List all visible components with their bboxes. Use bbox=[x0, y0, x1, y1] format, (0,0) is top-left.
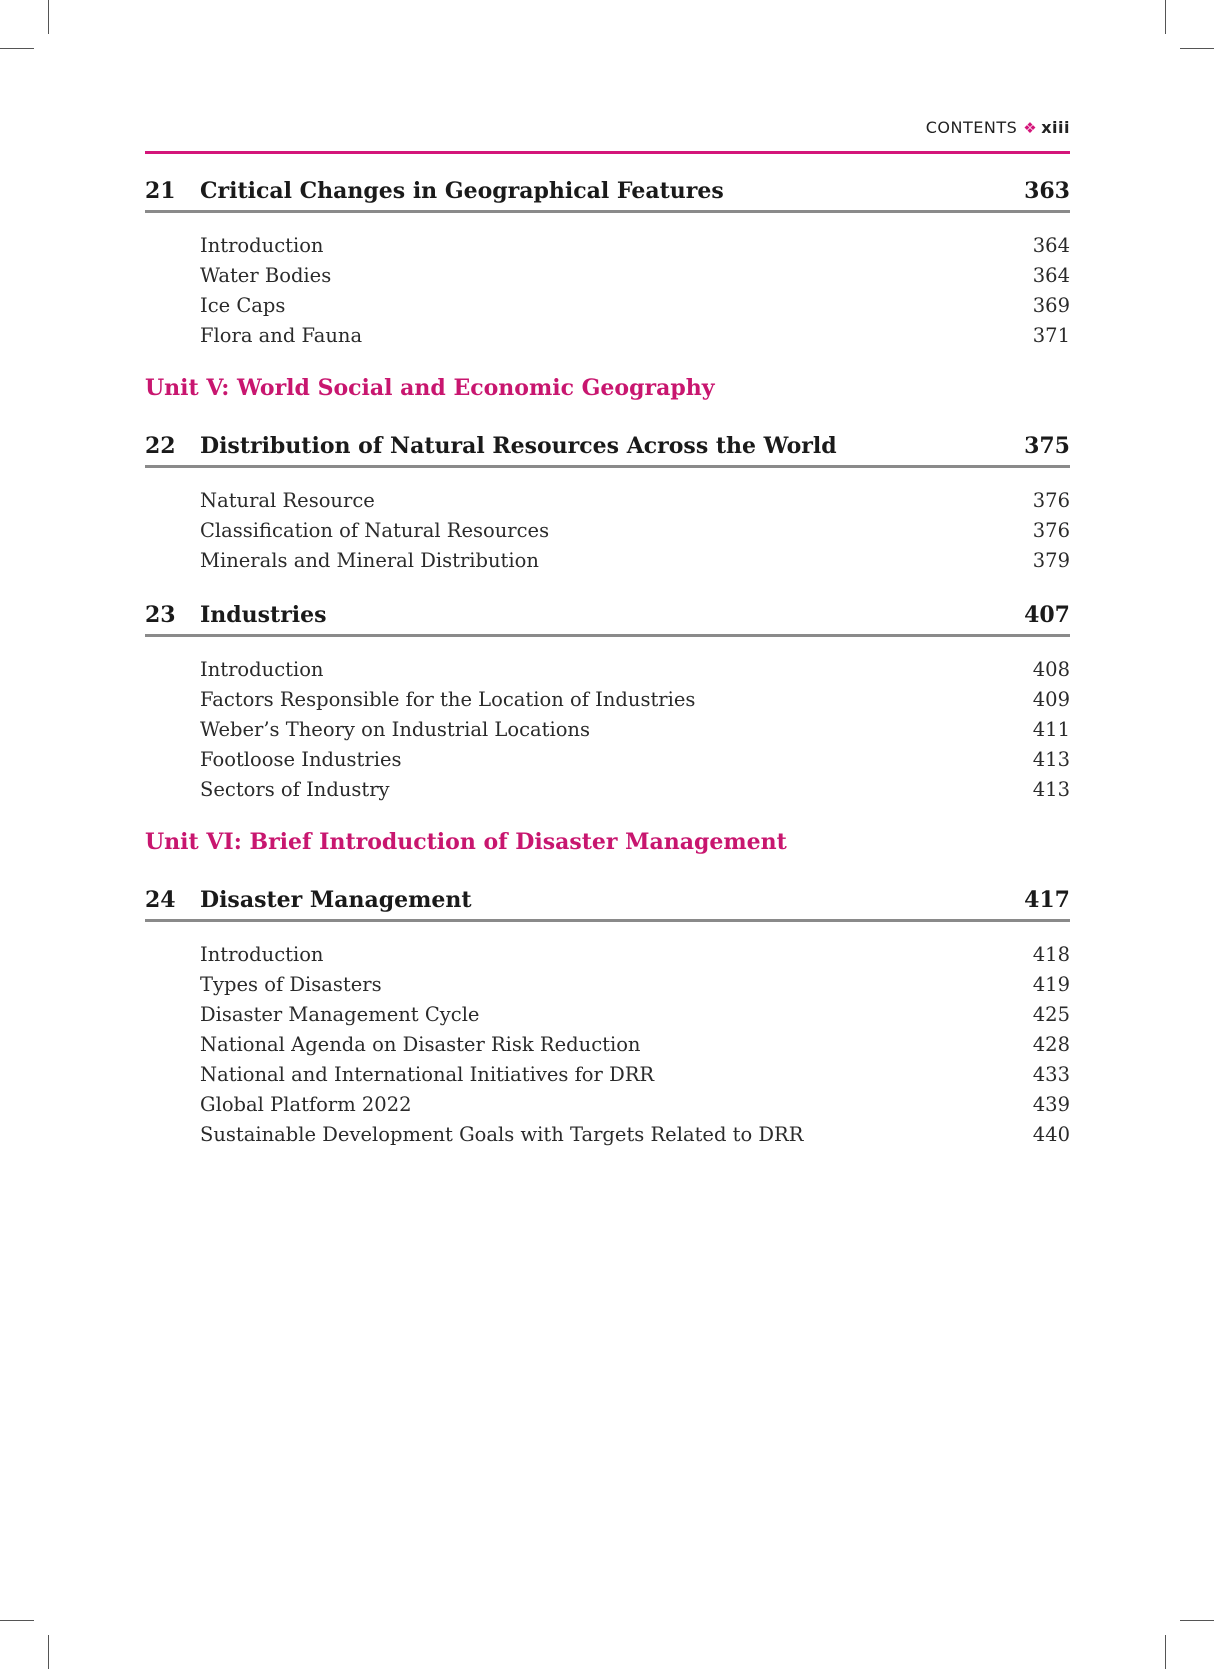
entry-page: 408 bbox=[1032, 658, 1070, 681]
toc-entry[interactable] bbox=[145, 1120, 1070, 1150]
entry-page: 376 bbox=[1032, 489, 1070, 512]
toc-entry[interactable] bbox=[145, 745, 1070, 775]
entry-title: Water Bodies bbox=[200, 264, 332, 287]
chapter-title: Distribution of Natural Resources Across the World bbox=[200, 433, 837, 459]
entry-title: Classification of Natural Resources bbox=[200, 519, 550, 542]
unit-heading: Unit VI: Brief Introduction of Disaster Management bbox=[145, 829, 787, 855]
crop-mark bbox=[0, 1620, 34, 1621]
chapter-number: 23 bbox=[145, 602, 176, 628]
toc-entry[interactable] bbox=[145, 291, 1070, 321]
entry-title: Introduction bbox=[200, 234, 324, 257]
entry-title: Introduction bbox=[200, 943, 324, 966]
entry-page: 369 bbox=[1032, 294, 1070, 317]
entry-title: Ice Caps bbox=[200, 294, 286, 317]
chapter-number: 22 bbox=[145, 433, 176, 459]
chapter-heading[interactable] bbox=[145, 602, 1070, 637]
entry-title: Weber’s Theory on Industrial Locations bbox=[200, 718, 590, 741]
toc-entry[interactable] bbox=[145, 970, 1070, 1000]
toc-entry[interactable] bbox=[145, 715, 1070, 745]
table-of-contents bbox=[145, 178, 1070, 1176]
toc-entry[interactable] bbox=[145, 516, 1070, 546]
running-head bbox=[145, 118, 1070, 137]
chapter-block bbox=[145, 887, 1070, 1150]
chapter-number: 21 bbox=[145, 178, 176, 204]
entry-page: 418 bbox=[1032, 943, 1070, 966]
toc-entry[interactable] bbox=[145, 321, 1070, 351]
toc-entry[interactable] bbox=[145, 1030, 1070, 1060]
entry-list bbox=[145, 486, 1070, 576]
entry-page: 413 bbox=[1032, 778, 1070, 801]
entry-title: Footloose Industries bbox=[200, 748, 402, 771]
crop-mark bbox=[48, 0, 49, 34]
chapter-page: 407 bbox=[1024, 602, 1070, 628]
entry-page: 428 bbox=[1032, 1033, 1070, 1056]
chapter-heading[interactable] bbox=[145, 433, 1070, 468]
crop-mark bbox=[0, 48, 34, 49]
entry-page: 376 bbox=[1032, 519, 1070, 542]
entry-page: 439 bbox=[1032, 1093, 1070, 1116]
toc-entry[interactable] bbox=[145, 775, 1070, 805]
chapter-page: 417 bbox=[1024, 887, 1070, 913]
entry-list bbox=[145, 231, 1070, 351]
chapter-number: 24 bbox=[145, 887, 176, 913]
unit-heading: Unit V: World Social and Economic Geography bbox=[145, 375, 715, 401]
entry-title: Disaster Management Cycle bbox=[200, 1003, 480, 1026]
entry-title: Introduction bbox=[200, 658, 324, 681]
running-head-label: CONTENTS bbox=[925, 118, 1018, 137]
entry-page: 364 bbox=[1032, 234, 1070, 257]
entry-list bbox=[145, 940, 1070, 1150]
entry-title: National Agenda on Disaster Risk Reduction bbox=[200, 1033, 641, 1056]
entry-title: Sustainable Development Goals with Targets Related to DRR bbox=[200, 1123, 804, 1146]
crop-mark bbox=[48, 1635, 49, 1669]
chapter-block bbox=[145, 602, 1070, 805]
toc-entry[interactable] bbox=[145, 231, 1070, 261]
entry-title: Natural Resource bbox=[200, 489, 375, 512]
entry-page: 425 bbox=[1032, 1003, 1070, 1026]
diamond-icon: ❖ bbox=[1023, 119, 1038, 137]
entry-page: 419 bbox=[1032, 973, 1070, 996]
crop-mark bbox=[1165, 0, 1166, 34]
entry-title: Types of Disasters bbox=[200, 973, 382, 996]
entry-page: 413 bbox=[1032, 748, 1070, 771]
chapter-title: Industries bbox=[200, 602, 327, 628]
entry-page: 364 bbox=[1032, 264, 1070, 287]
page-number: xiii bbox=[1041, 118, 1070, 137]
chapter-heading[interactable] bbox=[145, 178, 1070, 213]
entry-page: 371 bbox=[1032, 324, 1070, 347]
chapter-block bbox=[145, 178, 1070, 351]
entry-page: 440 bbox=[1032, 1123, 1070, 1146]
toc-entry[interactable] bbox=[145, 1000, 1070, 1030]
chapter-heading[interactable] bbox=[145, 887, 1070, 922]
entry-title: Global Platform 2022 bbox=[200, 1093, 412, 1116]
header-rule bbox=[145, 151, 1070, 154]
toc-entry[interactable] bbox=[145, 940, 1070, 970]
crop-mark bbox=[1165, 1635, 1166, 1669]
entry-title: Flora and Fauna bbox=[200, 324, 363, 347]
crop-mark bbox=[1180, 48, 1214, 49]
entry-page: 433 bbox=[1032, 1063, 1070, 1086]
entry-title: Sectors of Industry bbox=[200, 778, 390, 801]
entry-title: Minerals and Mineral Distribution bbox=[200, 549, 539, 572]
toc-entry[interactable] bbox=[145, 486, 1070, 516]
crop-mark bbox=[1180, 1620, 1214, 1621]
toc-entry[interactable] bbox=[145, 685, 1070, 715]
entry-page: 411 bbox=[1032, 718, 1070, 741]
entry-page: 379 bbox=[1032, 549, 1070, 572]
chapter-block bbox=[145, 433, 1070, 576]
toc-entry[interactable] bbox=[145, 546, 1070, 576]
entry-page: 409 bbox=[1032, 688, 1070, 711]
chapter-title: Disaster Management bbox=[200, 887, 472, 913]
entry-title: National and International Initiatives for DRR bbox=[200, 1063, 655, 1086]
chapter-title: Critical Changes in Geographical Features bbox=[200, 178, 724, 204]
toc-entry[interactable] bbox=[145, 261, 1070, 291]
entry-list bbox=[145, 655, 1070, 805]
chapter-page: 375 bbox=[1024, 433, 1070, 459]
toc-entry[interactable] bbox=[145, 1060, 1070, 1090]
entry-title: Factors Responsible for the Location of Industries bbox=[200, 688, 696, 711]
toc-entry[interactable] bbox=[145, 655, 1070, 685]
toc-entry[interactable] bbox=[145, 1090, 1070, 1120]
chapter-page: 363 bbox=[1024, 178, 1070, 204]
